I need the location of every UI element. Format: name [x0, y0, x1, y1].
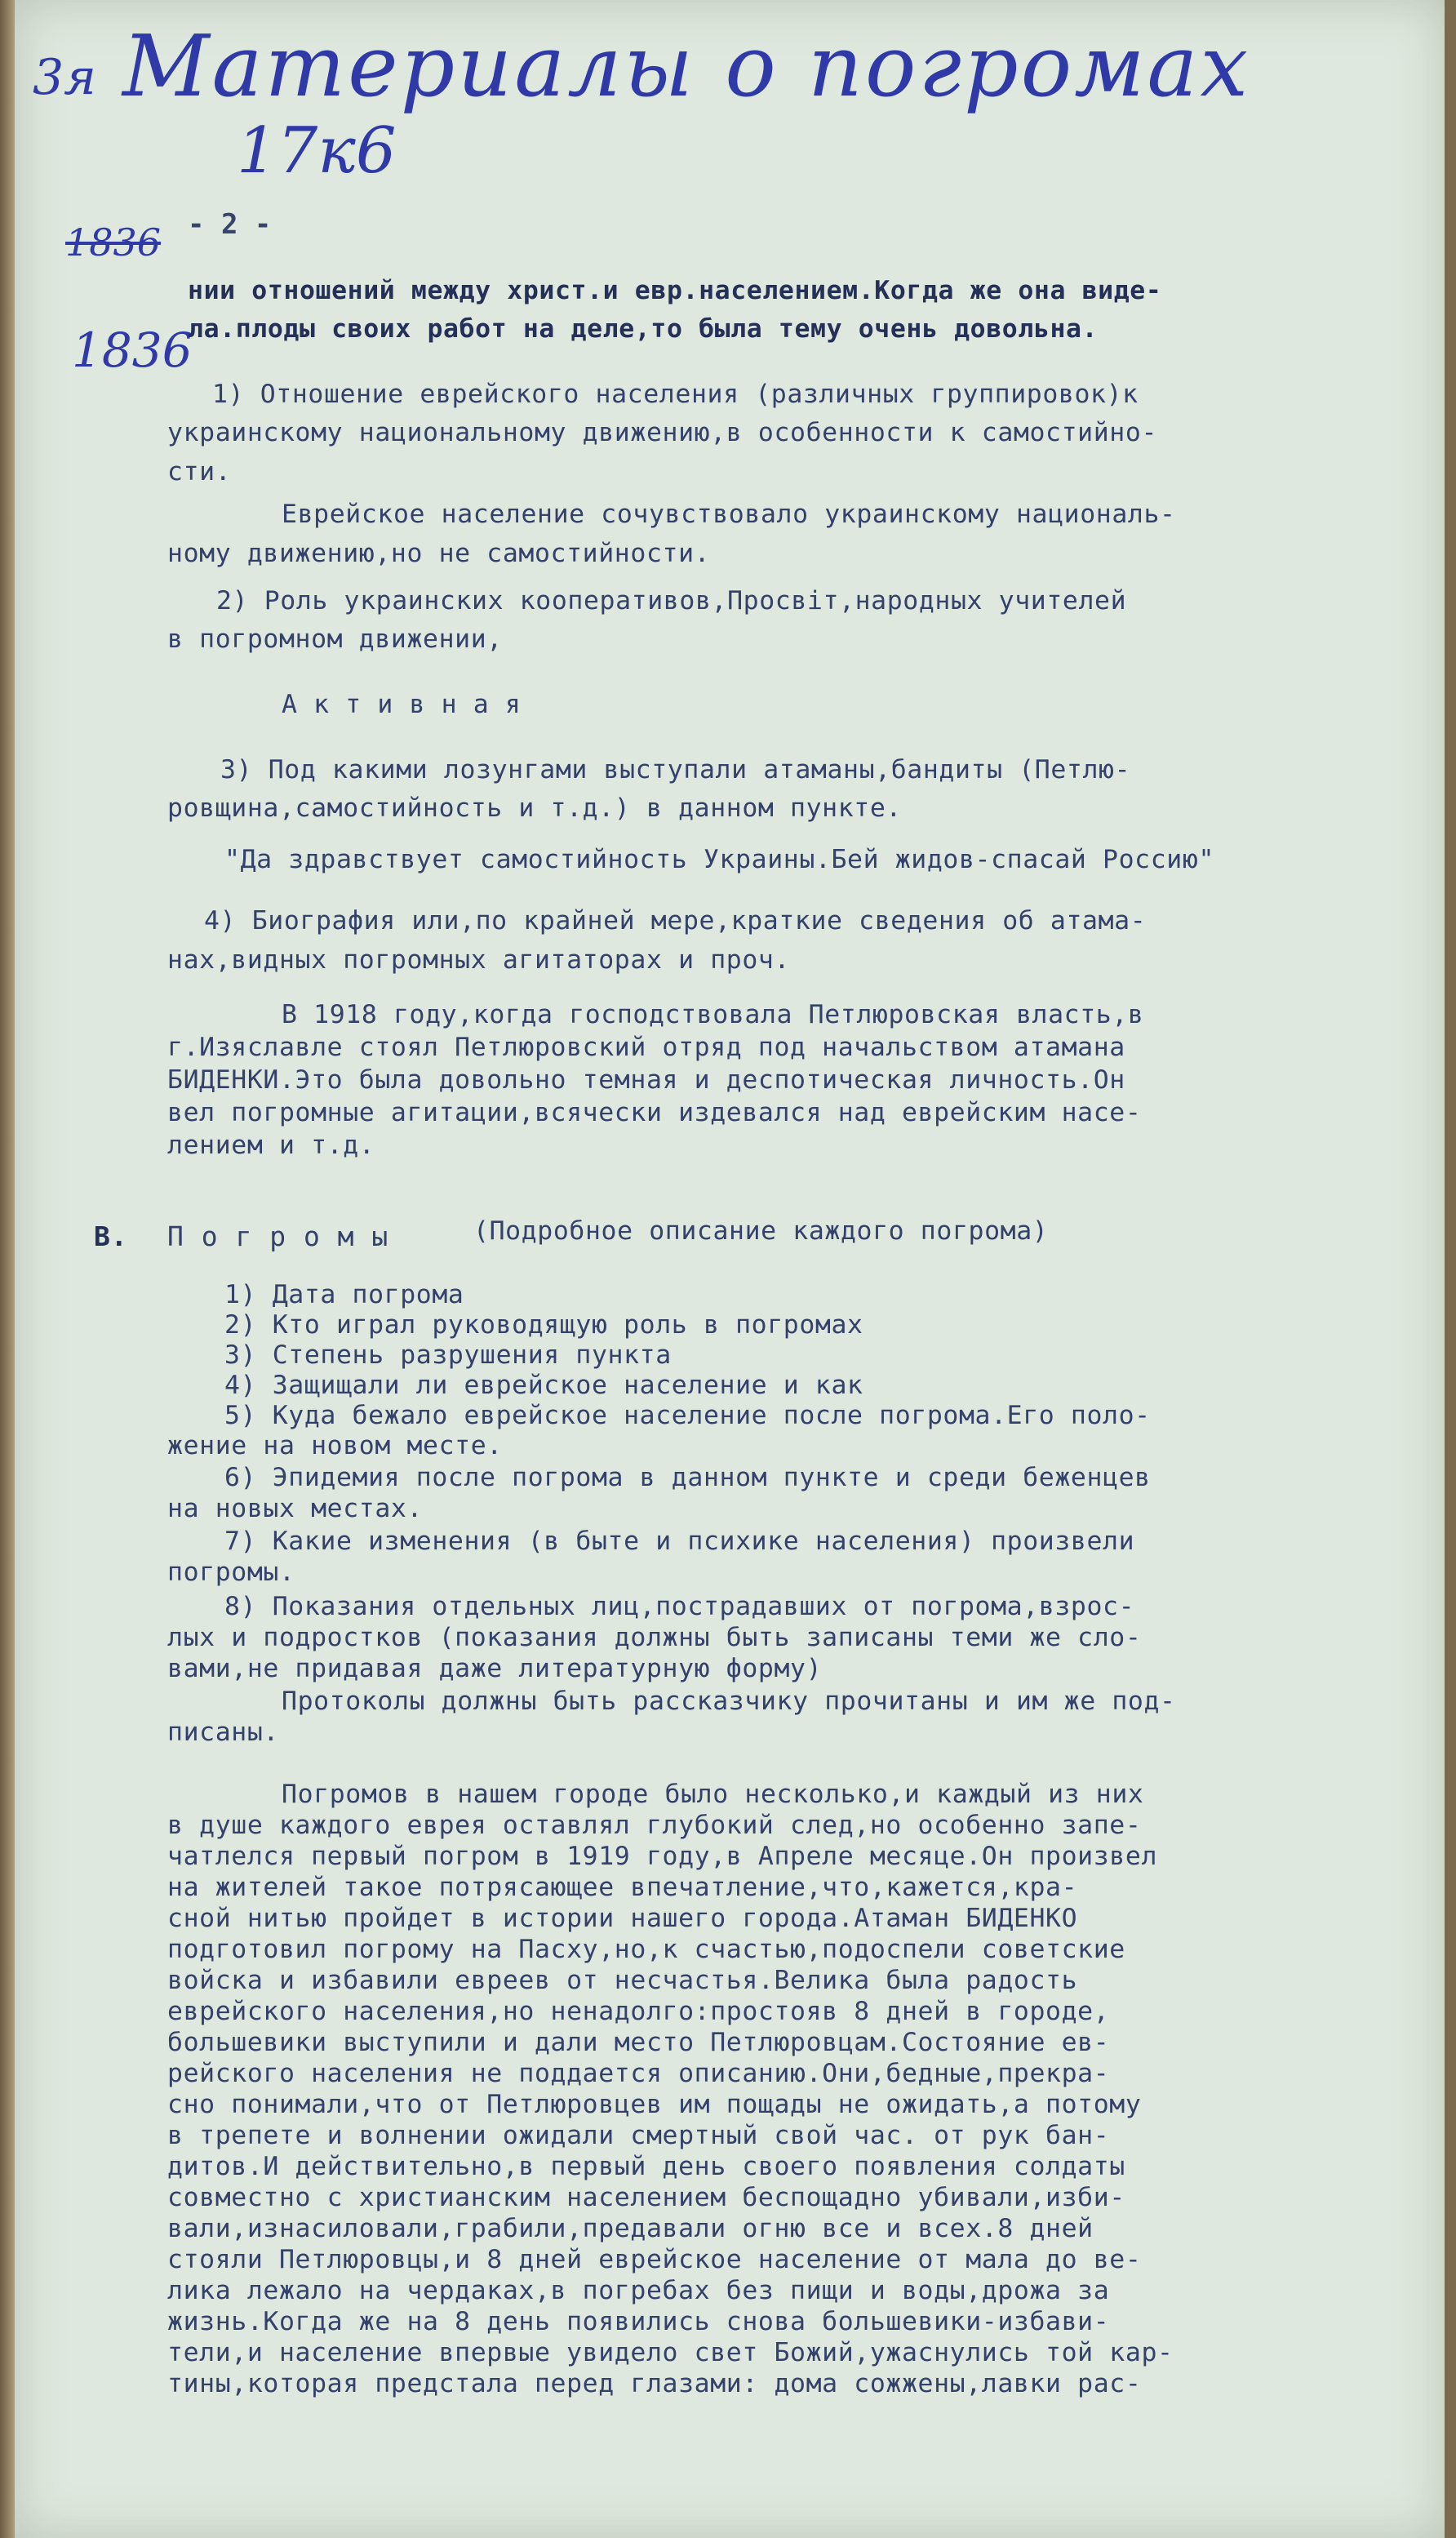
narrative-line: чатлелся первый погром в 1919 году,в Апреле месяце.Он произвел	[167, 1842, 1158, 1871]
question-line: украинскому национальному движению,в особенности к самостийно-	[167, 418, 1158, 447]
question-line: нах,видных погромных агитаторах и проч.	[167, 945, 791, 975]
answer-line: БИДЕНКИ.Это была довольно темная и деспотическая личность.Он	[167, 1065, 1125, 1095]
list-item: лых и подростков (показания должны быть записаны теми же сло-	[167, 1623, 1142, 1652]
narrative-line: лика лежало на чердаках,в погребах без пищи и воды,дрожа за	[167, 2276, 1110, 2305]
list-item: 5) Куда бежало еврейское население после погрома.Его поло-	[224, 1401, 1151, 1430]
narrative-line: подготовил погрому на Пасху,но,к счастью,подоспели советские	[167, 1935, 1125, 1964]
narrative-line: еврейского населения,но ненадолго:простояв 8 дней в городе,	[167, 1997, 1110, 2026]
narrative-line: рейского населения не поддается описанию.Они,бедные,прекра-	[167, 2059, 1110, 2088]
narrative-line: большевики выступили и дали место Петлюровцам.Состояние ев-	[167, 2028, 1110, 2057]
margin-note-struck: 1836	[65, 220, 162, 264]
narrative-line: дитов.И действительно,в первый день своего появления солдаты	[167, 2152, 1125, 2181]
question-line: сти.	[167, 457, 232, 487]
list-item: писаны.	[167, 1718, 279, 1747]
narrative-line: в душе каждого еврея оставлял глубокий след,но особенно запе-	[167, 1811, 1142, 1840]
question-line: ровщина,самостийность и т.д.) в данном пункте.	[167, 793, 902, 823]
answer-line: вел погромные агитации,всячески издевался над еврейским насе-	[167, 1098, 1142, 1127]
answer-line: г.Изяславле стоял Петлюровский отряд под начальством атамана	[167, 1033, 1125, 1062]
list-item: жение на новом месте.	[167, 1431, 503, 1460]
answer-line: А к т и в н а я	[282, 690, 522, 719]
narrative-line: в трепете и волнении ожидали смертный свой час. от рук бан-	[167, 2121, 1110, 2150]
narrative-line: Погромов в нашем городе было несколько,и каждый из них	[282, 1780, 1144, 1809]
question-line: 3) Под какими лозунгами выступали атаманы,бандиты (Петлю-	[220, 755, 1131, 785]
answer-line: ному движению,но не самостийности.	[167, 539, 711, 568]
margin-note: 3я	[33, 49, 96, 106]
narrative-line: на жителей такое потрясающее впечатление,что,кажется,кра-	[167, 1873, 1078, 1902]
list-item: Протоколы должны быть рассказчику прочитаны и им же под-	[282, 1687, 1176, 1716]
answer-line: Еврейское население сочувствовало украинскому националь-	[282, 500, 1176, 529]
list-item: 4) Защищали ли еврейское население и как	[224, 1371, 863, 1400]
handwritten-number: 17к6	[237, 114, 397, 188]
section-subtitle: (Подробное описание каждого погрома)	[473, 1216, 1049, 1246]
narrative-line: совместно с христианским населением беспощадно убивали,изби-	[167, 2183, 1125, 2212]
answer-line: В 1918 году,когда господствовала Петлюровская власть,в	[282, 1000, 1144, 1029]
list-item: погромы.	[167, 1558, 295, 1587]
list-item: 6) Эпидемия после погрома в данном пункте и среди беженцев	[224, 1463, 1151, 1492]
narrative-line: жизнь.Когда же на 8 день появились снова большевики-избави-	[167, 2307, 1110, 2336]
list-item: 8) Показания отдельных лиц,пострадавших от погрома,взрос-	[224, 1592, 1135, 1621]
list-item: вами,не придавая даже литературную форму)	[167, 1654, 823, 1683]
question-line: 4) Биография или,по крайней мере,краткие сведения об атама-	[204, 906, 1147, 936]
question-line: в погромном движении,	[167, 624, 503, 654]
text-line: нии отношений между христ.и евр.населением.Когда же она виде-	[188, 276, 1162, 305]
section-title: П о г р о м ы	[167, 1220, 389, 1252]
narrative-line: стояли Петлюровцы,и 8 дней еврейское население от мала до ве-	[167, 2245, 1142, 2274]
handwritten-header: Материалы о погромах	[122, 16, 1251, 116]
narrative-line: тели,и население впервые увидело свет Божий,ужаснулись той кар-	[167, 2338, 1174, 2367]
narrative-line: войска и избавили евреев от несчастья.Велика была радость	[167, 1966, 1078, 1995]
margin-note: 1836	[72, 322, 193, 378]
narrative-line: сной нитью пройдет в истории нашего города.Атаман БИДЕНКО	[167, 1904, 1078, 1933]
answer-line: лением и т.д.	[167, 1131, 375, 1160]
answer-line: "Да здравствует самостийность Украины.Бей жидов-спасай Россию"	[224, 845, 1215, 874]
narrative-line: тины,которая предстала перед глазами: дома сожжены,лавки рас-	[167, 2369, 1142, 2398]
narrative-line: сно понимали,что от Петлюровцев им пощады не ожидать,а потому	[167, 2090, 1142, 2119]
list-item: на новых местах.	[167, 1494, 424, 1523]
text-line: ла.плоды своих работ на деле,то была тему очень довольна.	[188, 314, 1099, 344]
question-line: 1) Отношение еврейского населения (различных группировок)к	[212, 380, 1139, 409]
list-item: 1) Дата погрома	[224, 1280, 464, 1309]
list-item: 3) Степень разрушения пункта	[224, 1340, 672, 1370]
section-letter: В.	[94, 1220, 128, 1252]
page-number: - 2 -	[188, 208, 272, 241]
narrative-line: вали,изнасиловали,грабили,предавали огню все и всех.8 дней	[167, 2214, 1094, 2243]
list-item: 2) Кто играл руководящую роль в погромах	[224, 1310, 863, 1340]
question-line: 2) Роль украинских кооперативов,Просвiт,народных учителей	[216, 586, 1127, 616]
list-item: 7) Какие изменения (в быте и психике населения) произвели	[224, 1527, 1135, 1556]
